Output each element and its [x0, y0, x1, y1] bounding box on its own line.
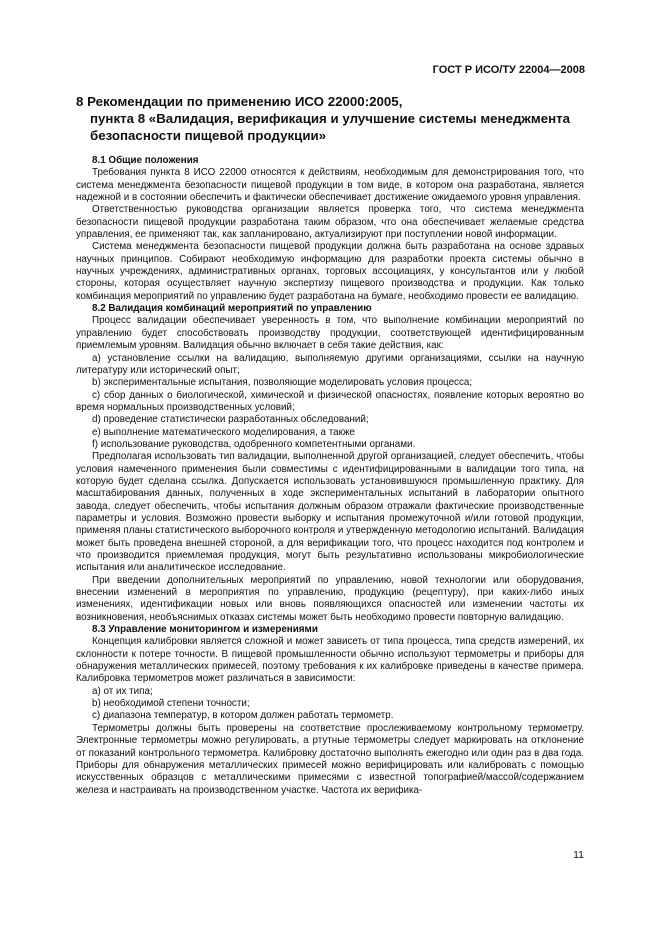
- section-title-line-3: безопасности пищевой продукции»: [90, 128, 327, 143]
- document-body: [76, 155, 584, 797]
- page-number: 11: [573, 849, 584, 861]
- list-item: c) диапазона температур, в котором должен работать термометр.: [92, 710, 394, 722]
- list-item: c) сбор данных о биологической, химической и физической опасностях, появление которых вероятно во время нормальных производственных условий;: [76, 389, 584, 413]
- list-item: b) экспериментальные испытания, позволяющие моделировать условия процесса;: [92, 377, 473, 389]
- list-item: a) от их типа;: [92, 685, 153, 697]
- section-title-line-1: 8 Рекомендации по применению ИСО 22000:2005,: [76, 94, 403, 109]
- paragraph: Система менеджмента безопасности пищевой продукции должна быть разработана на основе здравых научных принципов. Собирают необходимую информацию для разработки проекта системы обычно в научных учреждениях, административных органах, торговых ассоциациях, у консультантов или у любой стороны, которая осуществляет научную экспертизу пищевого производства и продукции. Как только комбинация мероприятий по управлению будет разработана на бумаге, необходимо провести ее валидацию.: [76, 241, 584, 302]
- subsection-heading-8-1: 8.1 Общие положения: [92, 155, 199, 166]
- list-item: b) необходимой степени точности;: [92, 698, 250, 710]
- paragraph: Предполагая использовать тип валидации, выполненной другой организацией, следует обеспечить, чтобы условия намеченного применения были совместимы с идентифицированными в валидации того типа, на которую будет сделана ссылка. Допускается использовать установившуюся промышленную практику. Для масштабирования данных, полученных в ходе экспериментальных испытаний в лаборатории опытного завода, следует обеспечить, чтобы испытания должным образом отражали фактические производственные параметры и условия. Возможно провести выборку и испытания промежуточной и/или готовой продукции, применяя планы статистического выборочного контроля и утвержденную методологию испытаний. Валидация может быть проведена внешней стороной, а для верификации того, что процесс находится под контролем и что производится приемлемая продукция, могут быть результативно использованы микробиологические испытания или аналитическое исследование.: [76, 451, 584, 574]
- paragraph: Термометры должны быть проверены на соответствие прослеживаемому контрольному термометру. Электронные термометры можно регулировать, а ртутные термометры следует маркировать на отклонение от показаний контрольного термометра. Калибровку достаточно выполнять ежегодно или один раз в два года. Приборы для обнаружения металлических примесей можно верифицировать или калибровать с помощью искусственных образцов с металлическими примесями с известной топографией/массой/содержанием железа и настраивать на производственном участке. Частота их верифика-: [76, 722, 584, 796]
- section-title: [76, 93, 596, 144]
- list-item: d) проведение статистически разработанных обследований;: [92, 414, 369, 426]
- subsection-heading-8-3: 8.3 Управление мониторингом и измерениями: [92, 624, 318, 636]
- subsection-heading-8-2: 8.2 Валидация комбинаций мероприятий по управлению: [92, 303, 372, 315]
- paragraph: Концепция калибровки является сложной и может зависеть от типа процесса, типа средств измерений, их склонности к потере точности. В пищевой промышленности обычно используют термометры и приборы для обнаружения металлических примесей, поэтому требования к их калибровке приведены в качестве примера. Калибровка термометров может различаться в зависимости:: [76, 636, 584, 685]
- paragraph: Ответственностью руководства организации является проверка того, что система менеджмента безопасности пищевой продукции разработана таким образом, что она обеспечивает желаемые средства управления, ее применяют так, как запланировано, актуализируют при поступлении новой информации.: [76, 204, 584, 241]
- section-title-line-2: пункта 8 «Валидация, верификация и улучшение системы менеджмента: [90, 111, 571, 126]
- list-item: e) выполнение математического моделирования, а также: [92, 426, 355, 438]
- document-code-header: ГОСТ Р ИСО/ТУ 22004—2008: [432, 64, 585, 76]
- paragraph: При введении дополнительных мероприятий по управлению, новой технологии или оборудования, внесении изменений в мероприятия по управлению, продукцию (рецептуру), при каких-либо иных изменениях, идентификации новых или вновь появляющихся опасностей или изменении частоты их возникновения, необъяснимых отказах системы может быть необходимо провести повторную валидацию.: [76, 574, 584, 623]
- paragraph: Процесс валидации обеспечивает уверенность в том, что выполнение комбинации мероприятий по управлению будет способствовать производству продукции, соответствующей идентифицированным приемлемым уровням. Валидация обычно включает в себя такие действия, как:: [76, 315, 584, 352]
- list-item: a) установление ссылки на валидацию, выполняемую другими организациями, ссылки на научную литературу или исторический опыт;: [76, 352, 584, 376]
- paragraph: Требования пункта 8 ИСО 22000 относятся к действиям, необходимым для демонстрирования того, что система менеджмента безопасности пищевой продукции в том виде, в котором она разработана, является надежной и в состоянии обеспечить и фактически обеспечивает достижение ожидаемого уровня управления.: [76, 167, 584, 204]
- list-item: f) использование руководства, одобренного компетентными органами.: [92, 438, 416, 450]
